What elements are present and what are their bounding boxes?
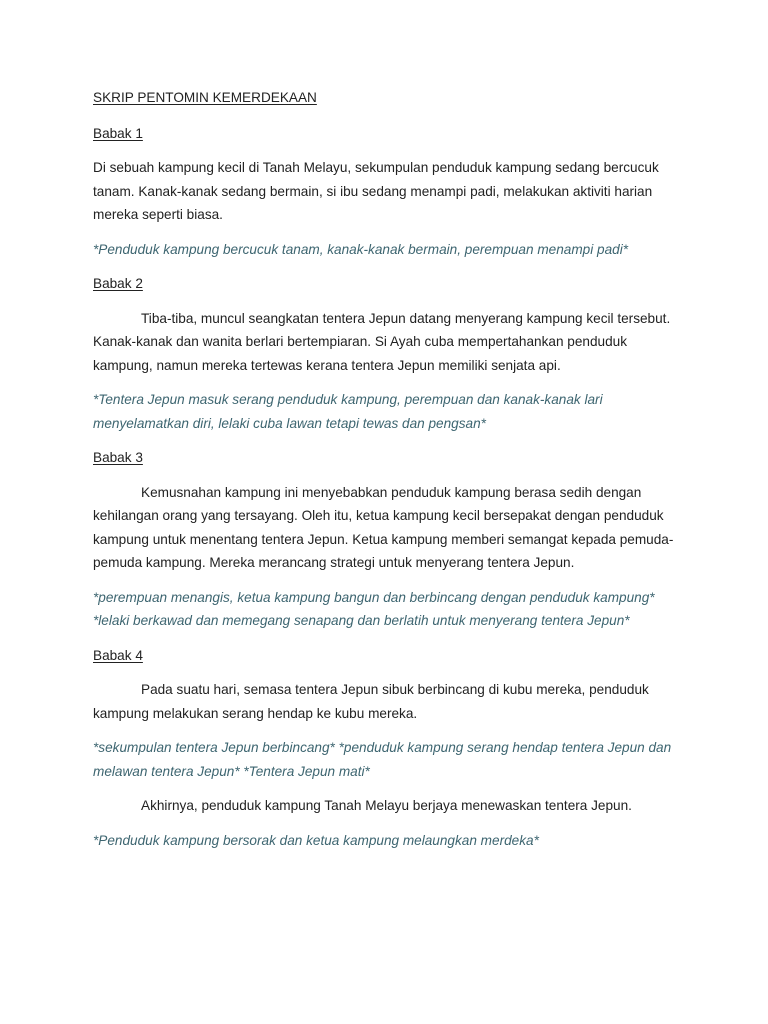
- document-title: SKRIP PENTOMIN KEMERDEKAAN: [93, 90, 317, 105]
- scene-4: [93, 644, 685, 853]
- scene-paragraph: Kemusnahan kampung ini menyebabkan penduduk kampung berasa sedih dengan kehilangan orang yang tersayang. Oleh itu, ketua kampung kecil bersepakat dengan penduduk kampung untuk menentang tentera Jepun. Ketua kampung memberi semangat kepada pemuda-pemuda kampung. Mereka merancang strategi untuk menyerang tentera Jepun.: [93, 484, 674, 570]
- scene-heading: Babak 3: [93, 450, 143, 465]
- stage-direction-closing: *Penduduk kampung bersorak dan ketua kampung melaungkan merdeka*: [93, 832, 539, 848]
- scene-2: [93, 272, 685, 435]
- stage-direction: *Penduduk kampung bercucuk tanam, kanak-kanak bermain, perempuan menampi padi*: [93, 241, 629, 257]
- scene-paragraph: Di sebuah kampung kecil di Tanah Melayu, sekumpulan penduduk kampung sedang bercucuk tanam. Kanak-kanak sedang bermain, si ibu sedang menampi padi, melakukan aktiviti harian mereka seperti biasa.: [93, 160, 659, 222]
- scene-paragraph: Tiba-tiba, muncul seangkatan tentera Jepun datang menyerang kampung kecil tersebut. Kanak-kanak dan wanita berlari bertempiaran. Si Ayah cuba mempertahankan penduduk kampung, namun mereka tertewas kerana tentera Jepun memiliki senjata api.: [93, 310, 671, 373]
- scene-heading: Babak 4: [93, 647, 143, 663]
- scene-heading: Babak 1: [93, 125, 143, 141]
- stage-direction: *Tentera Jepun masuk serang penduduk kampung, perempuan dan kanak-kanak lari menyelamatkan diri, lelaki cuba lawan tetapi tewas dan pengsan*: [93, 392, 603, 431]
- scene-heading: Babak 2: [93, 276, 143, 291]
- scene-paragraph-closing: Akhirnya, penduduk kampung Tanah Melayu berjaya menewaskan tentera Jepun.: [141, 798, 632, 813]
- stage-direction: *sekumpulan tentera Jepun berbincang* *penduduk kampung serang hendap tentera Jepun dan melawan tentera Jepun* *Tentera Jepun mati*: [93, 740, 672, 779]
- scene-paragraph: Pada suatu hari, semasa tentera Jepun sibuk berbincang di kubu mereka, penduduk kampung melakukan serang hendap ke kubu mereka.: [93, 682, 649, 721]
- scene-3: [93, 446, 685, 633]
- scene-1: [93, 122, 685, 262]
- stage-direction: *perempuan menangis, ketua kampung bangun dan berbincang dengan penduduk kampung* *lelaki berkawad dan memegang senapang dan berlatih untuk menyerang tentera Jepun*: [93, 589, 655, 628]
- document-page: [93, 86, 685, 863]
